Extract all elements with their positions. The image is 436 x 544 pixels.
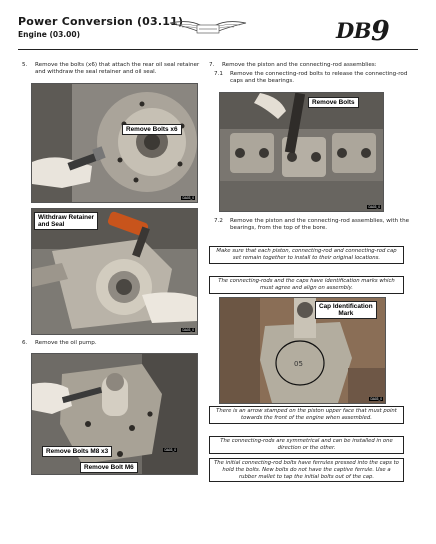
photo-reference: DA03_0: [370, 397, 382, 401]
callout-remove-bolts-m8: Remove Bolts M8 x3: [42, 446, 112, 457]
aston-martin-wings-logo: [168, 14, 248, 44]
note-identification-marks: The connecting-rods and the caps have identification marks which must agree and align on assembly.: [209, 276, 404, 294]
note-piston-arrow: There is an arrow stamped on the piston upper face that must point towards the front of the engine when assembled.: [209, 406, 404, 424]
photo-seal-retainer-bolts: [31, 83, 198, 203]
step-text: Remove the piston and the connecting-rod assemblies, with the bearings, from the top of the bore.: [230, 218, 410, 232]
callout-line: Cap Identification: [319, 303, 373, 310]
callout-withdraw-retainer-and-seal: [34, 212, 98, 230]
step-7-2: [214, 218, 410, 233]
step-text: Remove the bolts (x6) that attach the rear oil seal retainer and withdraw the seal retainer and oil seal.: [35, 62, 200, 76]
step-5: [22, 62, 202, 77]
photo-cap-identification: [219, 297, 386, 404]
callout-line: Mark: [338, 310, 354, 318]
svg-text:05: 05: [294, 360, 303, 368]
callout-line: and Seal: [38, 221, 65, 229]
model-badge: [336, 14, 389, 45]
callout-cap-identification-mark: [315, 301, 377, 319]
step-number: 5.: [22, 62, 28, 68]
callout-remove-bolts: Remove Bolts: [308, 97, 359, 108]
photo-oil-pump: [31, 353, 198, 475]
step-text: Remove the connecting-rod bolts to release the connecting-rod caps and the bearings.: [230, 71, 408, 85]
step-text: Remove the piston and the connecting-rod assemblies:: [222, 62, 377, 68]
section-title: Power Conversion (03.11): [18, 15, 184, 28]
photo-connecting-rod-bolts: [219, 92, 384, 212]
header-rule: [18, 49, 418, 50]
step-number: 6.: [22, 340, 28, 346]
step-6: [22, 340, 202, 347]
note-keep-sets-together: Make sure that each piston, connecting-rod and connecting-rod cap set remain together to install to their original locations.: [209, 246, 404, 264]
photo-reference: DA03_0: [164, 448, 176, 452]
step-7: [209, 62, 409, 69]
photo-reference: DA03_0: [182, 196, 194, 200]
photo-reference: DA03_0: [182, 328, 194, 332]
step-number: 7.2: [214, 218, 223, 224]
step-number: 7.1: [214, 71, 223, 77]
model-prefix: DB: [336, 18, 371, 43]
callout-remove-bolt-m6: Remove Bolt M6: [80, 462, 138, 473]
step-text: Remove the oil pump.: [35, 340, 97, 346]
section-subtitle: Engine (03.00): [18, 30, 81, 39]
note-symmetrical-rods: The connecting-rods are symmetrical and can be installed in one direction or the other.: [209, 436, 404, 454]
model-number: 9: [370, 16, 390, 47]
callout-remove-bolts-x6: Remove Bolts x6: [122, 124, 182, 135]
note-initial-bolts-ferrules: The initial connecting-rod bolts have ferrules pressed into the caps to hold the bolts. New bolts do not have the captive ferrule. Use a rubber mallet to tap the initial bolts out of the cap.: [209, 458, 404, 482]
photo-reference: DA03_0: [368, 205, 380, 209]
photo-withdraw-retainer: [31, 208, 198, 335]
callout-line: Withdraw Retainer: [38, 214, 95, 221]
step-number: 7.: [209, 62, 215, 68]
step-7-1: [214, 71, 410, 86]
